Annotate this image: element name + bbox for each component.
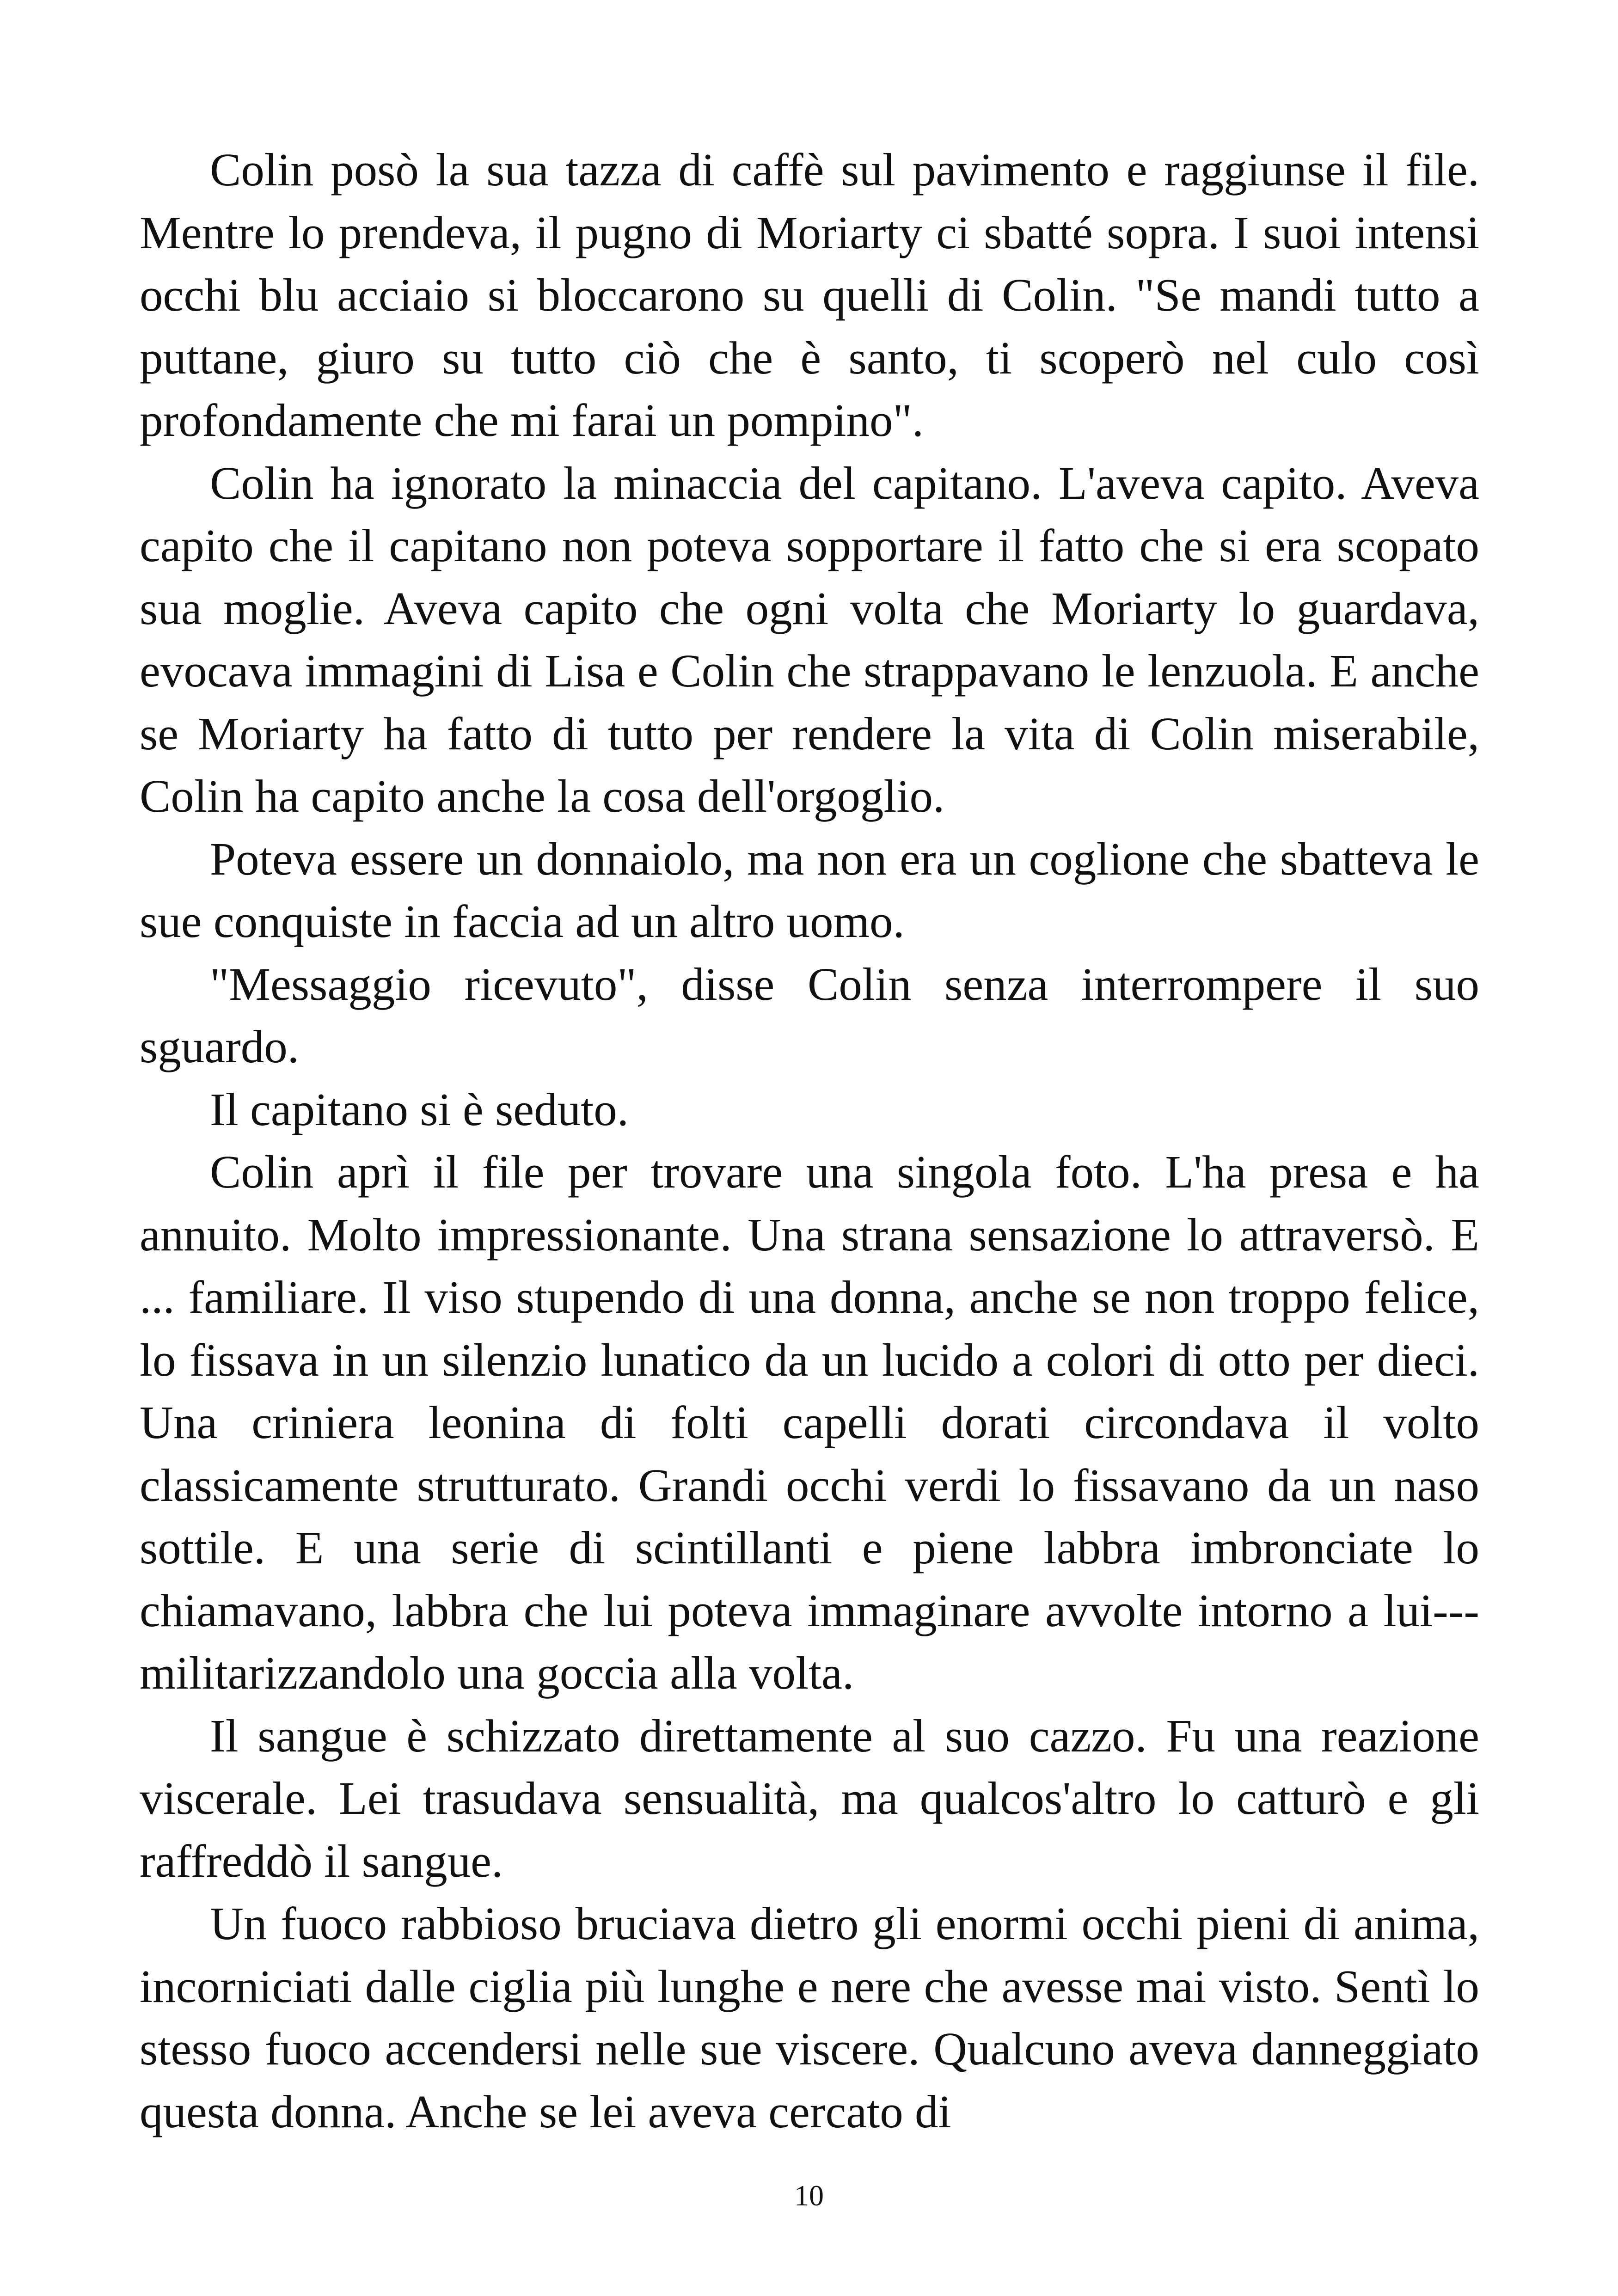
paragraph: Poteva essere un donnaiolo, ma non era un coglione che sbatteva le sue conquiste in faccia ad un altro uomo. <box>140 833 1479 947</box>
paragraph: Un fuoco rabbioso bruciava dietro gli enormi occhi pieni di anima, incorniciati dalle ciglia più lunghe e nere che avesse mai visto. Sentì lo stesso fuoco accendersi nelle sue viscere. Qualcuno aveva danneggiato questa donna. Anche se lei aveva cercato di <box>140 1898 1479 2137</box>
paragraph: Il sangue è schizzato direttamente al suo cazzo. Fu una reazione viscerale. Lei trasudava sensualità, ma qualcos'altro lo catturò e gli raffreddò il sangue. <box>140 1709 1479 1887</box>
body-text <box>140 139 1479 2143</box>
paragraph: Colin ha ignorato la minaccia del capitano. L'aveva capito. Aveva capito che il capitano non poteva sopportare il fatto che si era scopato sua moglie. Aveva capito che ogni volta che Moriarty lo guardava, evocava immagini di Lisa e Colin che strappavano le lenzuola. E anche se Moriarty ha fatto di tutto per rendere la vita di Colin miserabile, Colin ha capito anche la cosa dell'orgoglio. <box>140 457 1479 822</box>
paragraph: Colin posò la sua tazza di caffè sul pavimento e raggiunse il file. Mentre lo prendeva, il pugno di Moriarty ci sbatté sopra. I suoi intensi occhi blu acciaio si bloccarono su quelli di Colin. "Se mandi tutto a puttane, giuro su tutto ciò che è santo, ti scoperò nel culo così profondamente che mi farai un pompino". <box>140 144 1479 446</box>
paragraph: Il capitano si è seduto. <box>210 1083 629 1135</box>
page-number: 10 <box>794 2179 824 2212</box>
paragraph: "Messaggio ricevuto", disse Colin senza interrompere il suo sguardo. <box>140 958 1479 1072</box>
paragraph: Colin aprì il file per trovare una singola foto. L'ha presa e ha annuito. Molto impressionante. Una strana sensazione lo attraversò. E ... familiare. Il viso stupendo di una donna, anche se non troppo felice, lo fissava in un silenzio lunatico da un lucido a colori di otto per dieci. Una criniera leonina di folti capelli dorati circondava il volto classicamente strutturato. Grandi occhi verdi lo fissavano da un naso sottile. E una serie di scintillanti e piene labbra imbronciate lo chiamavano, labbra che lui poteva immaginare avvolte intorno a lui---militarizzandolo una goccia alla volta. <box>140 1146 1479 1699</box>
